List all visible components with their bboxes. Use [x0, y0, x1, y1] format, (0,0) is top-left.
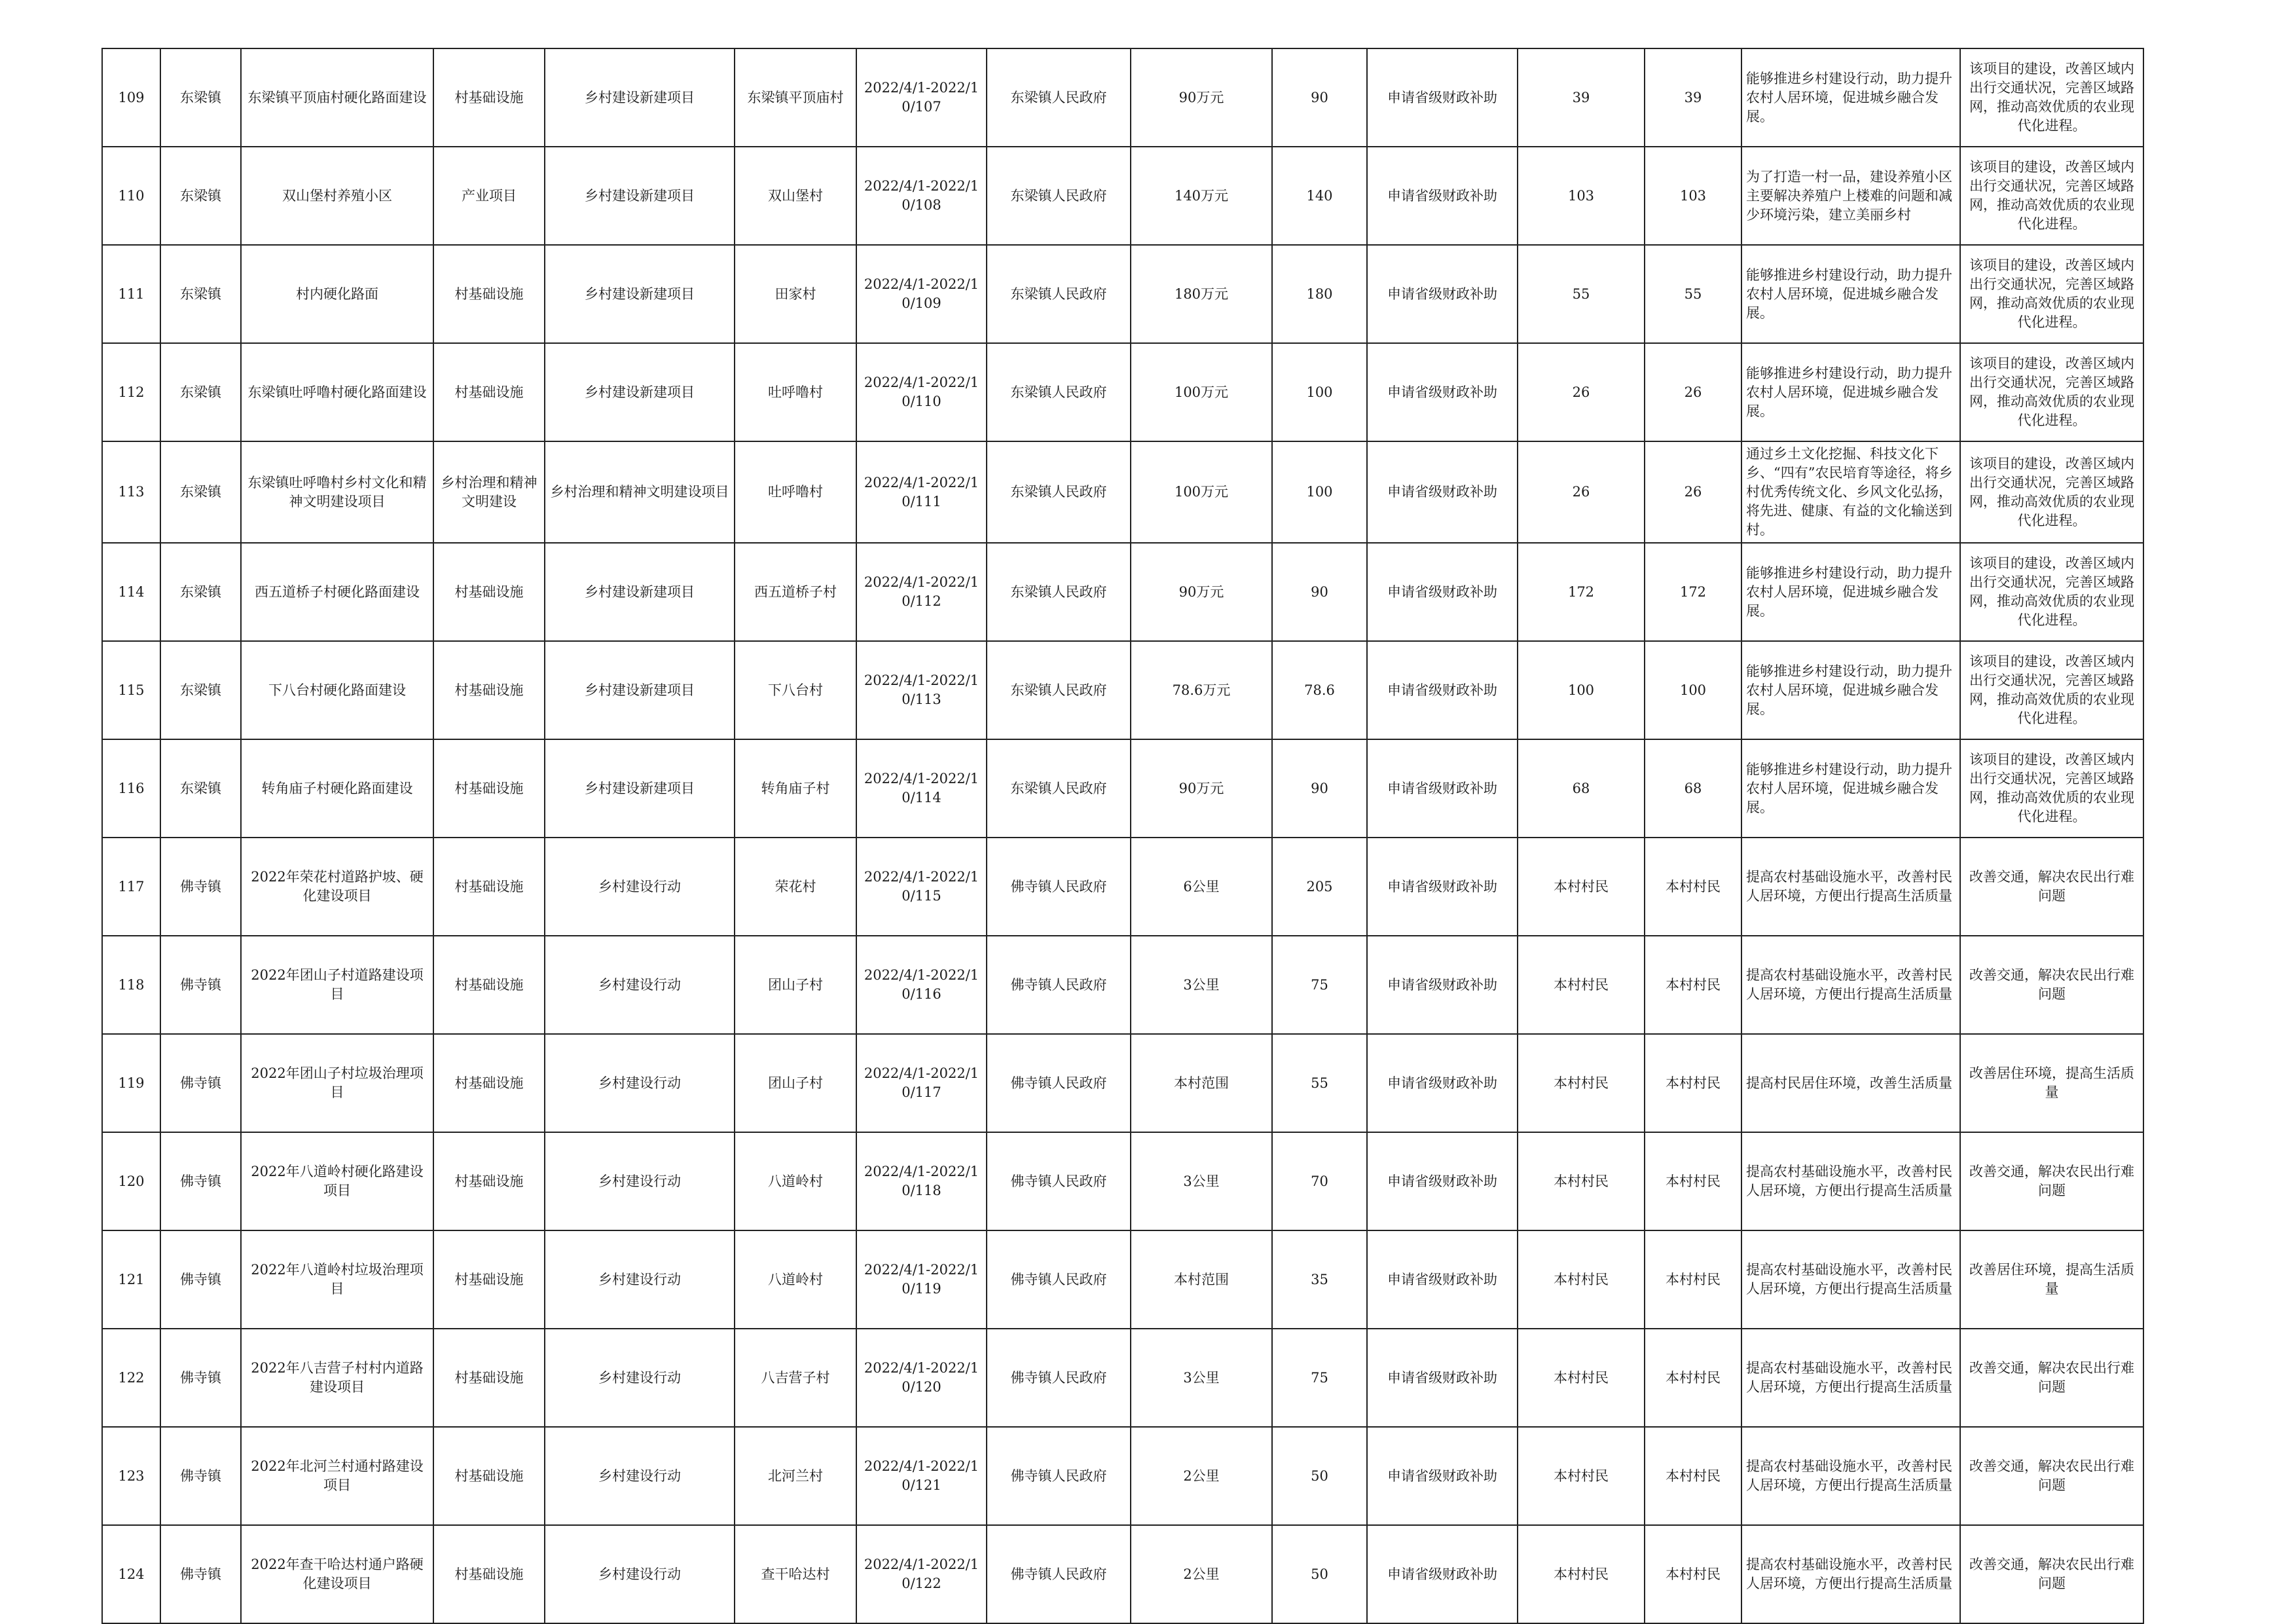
cell-implementing-unit: 佛寺镇人民政府: [987, 936, 1131, 1034]
cell-beneficiaries-a: 本村村民: [1518, 936, 1645, 1034]
cell-time-period: 2022/4/1-2022/10/112: [856, 543, 987, 641]
cell-project-type: 村基础设施: [433, 48, 545, 147]
cell-investment: 180: [1272, 245, 1367, 343]
cell-beneficiaries-b: 本村村民: [1645, 1525, 1741, 1623]
cell-beneficiaries-b: 68: [1645, 739, 1741, 838]
cell-row-number: 117: [102, 838, 160, 936]
cell-project-name: 东梁镇吐呼噜村硬化路面建设: [241, 343, 433, 441]
table-row: [102, 1034, 2143, 1132]
cell-beneficiaries-b: 本村村民: [1645, 1230, 1741, 1329]
cell-beneficiaries-b: 100: [1645, 641, 1741, 739]
table-row: [102, 48, 2143, 147]
cell-beneficiaries-a: 本村村民: [1518, 1230, 1645, 1329]
cell-performance-target: 改善交通，解决农民出行难问题: [1960, 1427, 2143, 1525]
cell-row-number: 109: [102, 48, 160, 147]
cell-funding-source: 申请省级财政补助: [1367, 441, 1518, 543]
cell-project-name: 东梁镇平顶庙村硬化路面建设: [241, 48, 433, 147]
cell-row-number: 120: [102, 1132, 160, 1230]
cell-row-number: 111: [102, 245, 160, 343]
table-row: [102, 543, 2143, 641]
cell-investment: 50: [1272, 1427, 1367, 1525]
cell-construction-category: 乡村建设新建项目: [545, 147, 735, 245]
table-row: [102, 936, 2143, 1034]
cell-benefit-description: 提高农村基础设施水平，改善村民人居环境，方便出行提高生活质量: [1741, 1427, 1960, 1525]
cell-funding-source: 申请省级财政补助: [1367, 543, 1518, 641]
cell-row-number: 113: [102, 441, 160, 543]
cell-project-type: 村基础设施: [433, 245, 545, 343]
cell-project-type: 村基础设施: [433, 1132, 545, 1230]
cell-time-period: 2022/4/1-2022/10/115: [856, 838, 987, 936]
cell-time-period: 2022/4/1-2022/10/111: [856, 441, 987, 543]
cell-funding-source: 申请省级财政补助: [1367, 1132, 1518, 1230]
cell-performance-target: 改善交通，解决农民出行难问题: [1960, 838, 2143, 936]
cell-funding-source: 申请省级财政补助: [1367, 147, 1518, 245]
table-row: [102, 343, 2143, 441]
cell-implementing-unit: 东梁镇人民政府: [987, 641, 1131, 739]
cell-project-name: 2022年团山子村道路建设项目: [241, 936, 433, 1034]
cell-scale: 3公里: [1131, 1132, 1272, 1230]
cell-investment: 75: [1272, 936, 1367, 1034]
cell-row-number: 119: [102, 1034, 160, 1132]
cell-construction-category: 乡村建设新建项目: [545, 739, 735, 838]
cell-project-name: 2022年荣花村道路护坡、硬化建设项目: [241, 838, 433, 936]
cell-performance-target: 该项目的建设，改善区域内出行交通状况，完善区域路网，推动高效优质的农业现代化进程。: [1960, 245, 2143, 343]
cell-beneficiaries-a: 55: [1518, 245, 1645, 343]
cell-row-number: 116: [102, 739, 160, 838]
cell-town: 佛寺镇: [160, 1230, 241, 1329]
cell-scale: 90万元: [1131, 543, 1272, 641]
cell-investment: 90: [1272, 739, 1367, 838]
cell-benefit-description: 能够推进乡村建设行动，助力提升农村人居环境，促进城乡融合发展。: [1741, 245, 1960, 343]
table-row: [102, 245, 2143, 343]
cell-performance-target: 改善居住环境，提高生活质量: [1960, 1034, 2143, 1132]
cell-beneficiaries-a: 本村村民: [1518, 1525, 1645, 1623]
cell-benefit-description: 能够推进乡村建设行动，助力提升农村人居环境，促进城乡融合发展。: [1741, 739, 1960, 838]
cell-investment: 90: [1272, 48, 1367, 147]
cell-funding-source: 申请省级财政补助: [1367, 838, 1518, 936]
cell-time-period: 2022/4/1-2022/10/119: [856, 1230, 987, 1329]
cell-implementing-unit: 佛寺镇人民政府: [987, 1329, 1131, 1427]
cell-implementing-unit: 佛寺镇人民政府: [987, 1034, 1131, 1132]
cell-town: 佛寺镇: [160, 1427, 241, 1525]
cell-construction-category: 乡村建设行动: [545, 1525, 735, 1623]
cell-time-period: 2022/4/1-2022/10/116: [856, 936, 987, 1034]
cell-beneficiaries-a: 本村村民: [1518, 1132, 1645, 1230]
table-row: [102, 739, 2143, 838]
cell-beneficiaries-b: 26: [1645, 343, 1741, 441]
cell-beneficiaries-a: 39: [1518, 48, 1645, 147]
cell-funding-source: 申请省级财政补助: [1367, 343, 1518, 441]
cell-funding-source: 申请省级财政补助: [1367, 48, 1518, 147]
cell-project-name: 下八台村硬化路面建设: [241, 641, 433, 739]
cell-project-type: 村基础设施: [433, 543, 545, 641]
cell-location: 下八台村: [735, 641, 856, 739]
cell-construction-category: 乡村建设行动: [545, 1329, 735, 1427]
cell-project-name: 2022年八吉营子村村内道路建设项目: [241, 1329, 433, 1427]
cell-time-period: 2022/4/1-2022/10/114: [856, 739, 987, 838]
table-row: [102, 147, 2143, 245]
cell-beneficiaries-a: 103: [1518, 147, 1645, 245]
cell-beneficiaries-a: 26: [1518, 343, 1645, 441]
cell-project-type: 村基础设施: [433, 1230, 545, 1329]
cell-location: 团山子村: [735, 1034, 856, 1132]
cell-project-name: 村内硬化路面: [241, 245, 433, 343]
cell-project-name: 2022年团山子村垃圾治理项目: [241, 1034, 433, 1132]
cell-scale: 90万元: [1131, 48, 1272, 147]
cell-funding-source: 申请省级财政补助: [1367, 1034, 1518, 1132]
cell-scale: 100万元: [1131, 343, 1272, 441]
cell-construction-category: 乡村建设新建项目: [545, 343, 735, 441]
cell-location: 转角庙子村: [735, 739, 856, 838]
cell-construction-category: 乡村建设行动: [545, 1034, 735, 1132]
cell-investment: 70: [1272, 1132, 1367, 1230]
cell-town: 佛寺镇: [160, 1034, 241, 1132]
cell-beneficiaries-b: 本村村民: [1645, 1132, 1741, 1230]
cell-row-number: 123: [102, 1427, 160, 1525]
cell-row-number: 112: [102, 343, 160, 441]
cell-beneficiaries-b: 本村村民: [1645, 936, 1741, 1034]
cell-beneficiaries-a: 本村村民: [1518, 1427, 1645, 1525]
cell-implementing-unit: 佛寺镇人民政府: [987, 1132, 1131, 1230]
cell-construction-category: 乡村建设新建项目: [545, 543, 735, 641]
cell-town: 东梁镇: [160, 739, 241, 838]
cell-project-type: 村基础设施: [433, 1427, 545, 1525]
cell-implementing-unit: 佛寺镇人民政府: [987, 1525, 1131, 1623]
cell-time-period: 2022/4/1-2022/10/108: [856, 147, 987, 245]
cell-scale: 100万元: [1131, 441, 1272, 543]
cell-benefit-description: 提高农村基础设施水平，改善村民人居环境，方便出行提高生活质量: [1741, 1132, 1960, 1230]
cell-benefit-description: 提高村民居住环境，改善生活质量: [1741, 1034, 1960, 1132]
cell-project-type: 村基础设施: [433, 739, 545, 838]
cell-beneficiaries-b: 103: [1645, 147, 1741, 245]
cell-implementing-unit: 东梁镇人民政府: [987, 343, 1131, 441]
cell-performance-target: 该项目的建设，改善区域内出行交通状况，完善区域路网，推动高效优质的农业现代化进程。: [1960, 343, 2143, 441]
cell-construction-category: 乡村建设新建项目: [545, 641, 735, 739]
cell-scale: 3公里: [1131, 936, 1272, 1034]
cell-location: 吐呼噜村: [735, 343, 856, 441]
cell-funding-source: 申请省级财政补助: [1367, 1427, 1518, 1525]
cell-investment: 55: [1272, 1034, 1367, 1132]
cell-construction-category: 乡村建设行动: [545, 1230, 735, 1329]
cell-town: 东梁镇: [160, 343, 241, 441]
table-row: [102, 1427, 2143, 1525]
cell-location: 八道岭村: [735, 1230, 856, 1329]
cell-town: 东梁镇: [160, 543, 241, 641]
cell-funding-source: 申请省级财政补助: [1367, 1329, 1518, 1427]
cell-project-type: 村基础设施: [433, 343, 545, 441]
cell-time-period: 2022/4/1-2022/10/110: [856, 343, 987, 441]
cell-investment: 100: [1272, 441, 1367, 543]
cell-implementing-unit: 佛寺镇人民政府: [987, 1230, 1131, 1329]
cell-scale: 140万元: [1131, 147, 1272, 245]
cell-row-number: 114: [102, 543, 160, 641]
cell-beneficiaries-a: 172: [1518, 543, 1645, 641]
cell-performance-target: 该项目的建设，改善区域内出行交通状况，完善区域路网，推动高效优质的农业现代化进程。: [1960, 543, 2143, 641]
cell-row-number: 110: [102, 147, 160, 245]
cell-benefit-description: 能够推进乡村建设行动，助力提升农村人居环境，促进城乡融合发展。: [1741, 48, 1960, 147]
cell-performance-target: 改善交通，解决农民出行难问题: [1960, 1525, 2143, 1623]
cell-benefit-description: 通过乡土文化挖掘、科技文化下乡、“四有”农民培育等途径，将乡村优秀传统文化、乡风文化弘扬，将先进、健康、有益的文化输送到村。: [1741, 441, 1960, 543]
cell-beneficiaries-a: 本村村民: [1518, 838, 1645, 936]
cell-investment: 140: [1272, 147, 1367, 245]
cell-town: 东梁镇: [160, 441, 241, 543]
table-row: [102, 1132, 2143, 1230]
cell-town: 佛寺镇: [160, 936, 241, 1034]
cell-project-type: 村基础设施: [433, 838, 545, 936]
cell-performance-target: 改善交通，解决农民出行难问题: [1960, 1329, 2143, 1427]
cell-implementing-unit: 东梁镇人民政府: [987, 739, 1131, 838]
cell-implementing-unit: 东梁镇人民政府: [987, 147, 1131, 245]
cell-benefit-description: 能够推进乡村建设行动，助力提升农村人居环境，促进城乡融合发展。: [1741, 641, 1960, 739]
cell-beneficiaries-b: 26: [1645, 441, 1741, 543]
cell-funding-source: 申请省级财政补助: [1367, 641, 1518, 739]
cell-funding-source: 申请省级财政补助: [1367, 245, 1518, 343]
cell-construction-category: 乡村建设新建项目: [545, 48, 735, 147]
cell-project-type: 村基础设施: [433, 1329, 545, 1427]
cell-implementing-unit: 东梁镇人民政府: [987, 48, 1131, 147]
cell-project-type: 村基础设施: [433, 1525, 545, 1623]
cell-scale: 6公里: [1131, 838, 1272, 936]
cell-benefit-description: 提高农村基础设施水平，改善村民人居环境，方便出行提高生活质量: [1741, 1230, 1960, 1329]
cell-benefit-description: 提高农村基础设施水平，改善村民人居环境，方便出行提高生活质量: [1741, 1329, 1960, 1427]
cell-project-name: 西五道桥子村硬化路面建设: [241, 543, 433, 641]
cell-performance-target: 该项目的建设，改善区域内出行交通状况，完善区域路网，推动高效优质的农业现代化进程。: [1960, 147, 2143, 245]
cell-row-number: 118: [102, 936, 160, 1034]
cell-scale: 本村范围: [1131, 1034, 1272, 1132]
cell-town: 佛寺镇: [160, 1329, 241, 1427]
cell-project-type: 村基础设施: [433, 936, 545, 1034]
cell-beneficiaries-b: 本村村民: [1645, 1034, 1741, 1132]
cell-investment: 205: [1272, 838, 1367, 936]
cell-performance-target: 该项目的建设，改善区域内出行交通状况，完善区域路网，推动高效优质的农业现代化进程。: [1960, 641, 2143, 739]
cell-beneficiaries-a: 本村村民: [1518, 1329, 1645, 1427]
cell-beneficiaries-b: 本村村民: [1645, 838, 1741, 936]
cell-town: 佛寺镇: [160, 1132, 241, 1230]
cell-project-name: 转角庙子村硬化路面建设: [241, 739, 433, 838]
cell-time-period: 2022/4/1-2022/10/113: [856, 641, 987, 739]
cell-construction-category: 乡村建设行动: [545, 1132, 735, 1230]
cell-performance-target: 该项目的建设，改善区域内出行交通状况，完善区域路网，推动高效优质的农业现代化进程。: [1960, 48, 2143, 147]
cell-project-type: 村基础设施: [433, 1034, 545, 1132]
cell-performance-target: 改善居住环境，提高生活质量: [1960, 1230, 2143, 1329]
cell-scale: 本村范围: [1131, 1230, 1272, 1329]
cell-row-number: 115: [102, 641, 160, 739]
cell-beneficiaries-b: 55: [1645, 245, 1741, 343]
cell-project-type: 产业项目: [433, 147, 545, 245]
cell-beneficiaries-b: 本村村民: [1645, 1329, 1741, 1427]
cell-funding-source: 申请省级财政补助: [1367, 1525, 1518, 1623]
cell-benefit-description: 提高农村基础设施水平，改善村民人居环境，方便出行提高生活质量: [1741, 936, 1960, 1034]
cell-implementing-unit: 佛寺镇人民政府: [987, 1427, 1131, 1525]
cell-performance-target: 改善交通，解决农民出行难问题: [1960, 1132, 2143, 1230]
cell-location: 荣花村: [735, 838, 856, 936]
cell-row-number: 122: [102, 1329, 160, 1427]
cell-location: 查干哈达村: [735, 1525, 856, 1623]
cell-funding-source: 申请省级财政补助: [1367, 739, 1518, 838]
cell-construction-category: 乡村建设行动: [545, 1427, 735, 1525]
table-row: [102, 1525, 2143, 1623]
cell-implementing-unit: 东梁镇人民政府: [987, 441, 1131, 543]
cell-funding-source: 申请省级财政补助: [1367, 936, 1518, 1034]
cell-benefit-description: 提高农村基础设施水平，改善村民人居环境，方便出行提高生活质量: [1741, 1525, 1960, 1623]
cell-beneficiaries-b: 172: [1645, 543, 1741, 641]
cell-scale: 90万元: [1131, 739, 1272, 838]
cell-construction-category: 乡村建设行动: [545, 838, 735, 936]
cell-location: 田家村: [735, 245, 856, 343]
cell-investment: 35: [1272, 1230, 1367, 1329]
cell-investment: 78.6: [1272, 641, 1367, 739]
cell-construction-category: 乡村治理和精神文明建设项目: [545, 441, 735, 543]
cell-time-period: 2022/4/1-2022/10/117: [856, 1034, 987, 1132]
cell-performance-target: 该项目的建设，改善区域内出行交通状况，完善区域路网，推动高效优质的农业现代化进程。: [1960, 739, 2143, 838]
table-row: [102, 1230, 2143, 1329]
table-body: [102, 48, 2143, 1623]
cell-time-period: 2022/4/1-2022/10/118: [856, 1132, 987, 1230]
project-table: [101, 48, 2144, 1624]
cell-town: 东梁镇: [160, 641, 241, 739]
cell-time-period: 2022/4/1-2022/10/107: [856, 48, 987, 147]
table-row: [102, 838, 2143, 936]
cell-project-name: 2022年北河兰村通村路建设项目: [241, 1427, 433, 1525]
cell-implementing-unit: 东梁镇人民政府: [987, 543, 1131, 641]
cell-row-number: 124: [102, 1525, 160, 1623]
cell-beneficiaries-a: 100: [1518, 641, 1645, 739]
cell-beneficiaries-a: 本村村民: [1518, 1034, 1645, 1132]
cell-town: 东梁镇: [160, 147, 241, 245]
cell-location: 八道岭村: [735, 1132, 856, 1230]
cell-beneficiaries-a: 26: [1518, 441, 1645, 543]
cell-scale: 78.6万元: [1131, 641, 1272, 739]
cell-beneficiaries-a: 68: [1518, 739, 1645, 838]
cell-investment: 100: [1272, 343, 1367, 441]
cell-scale: 2公里: [1131, 1427, 1272, 1525]
cell-benefit-description: 能够推进乡村建设行动，助力提升农村人居环境，促进城乡融合发展。: [1741, 343, 1960, 441]
cell-performance-target: 该项目的建设，改善区域内出行交通状况，完善区域路网，推动高效优质的农业现代化进程。: [1960, 441, 2143, 543]
cell-project-type: 乡村治理和精神文明建设: [433, 441, 545, 543]
cell-construction-category: 乡村建设新建项目: [545, 245, 735, 343]
cell-location: 北河兰村: [735, 1427, 856, 1525]
cell-town: 东梁镇: [160, 245, 241, 343]
cell-benefit-description: 能够推进乡村建设行动，助力提升农村人居环境，促进城乡融合发展。: [1741, 543, 1960, 641]
cell-scale: 2公里: [1131, 1525, 1272, 1623]
cell-project-name: 2022年查干哈达村通户路硬化建设项目: [241, 1525, 433, 1623]
cell-project-name: 2022年八道岭村硬化路建设项目: [241, 1132, 433, 1230]
cell-scale: 3公里: [1131, 1329, 1272, 1427]
cell-project-type: 村基础设施: [433, 641, 545, 739]
cell-project-name: 2022年八道岭村垃圾治理项目: [241, 1230, 433, 1329]
cell-project-name: 双山堡村养殖小区: [241, 147, 433, 245]
cell-performance-target: 改善交通，解决农民出行难问题: [1960, 936, 2143, 1034]
cell-implementing-unit: 东梁镇人民政府: [987, 245, 1131, 343]
cell-funding-source: 申请省级财政补助: [1367, 1230, 1518, 1329]
cell-town: 东梁镇: [160, 48, 241, 147]
cell-benefit-description: 提高农村基础设施水平，改善村民人居环境，方便出行提高生活质量: [1741, 838, 1960, 936]
cell-project-name: 东梁镇吐呼噜村乡村文化和精神文明建设项目: [241, 441, 433, 543]
cell-location: 吐呼噜村: [735, 441, 856, 543]
cell-location: 双山堡村: [735, 147, 856, 245]
cell-construction-category: 乡村建设行动: [545, 936, 735, 1034]
cell-time-period: 2022/4/1-2022/10/122: [856, 1525, 987, 1623]
cell-beneficiaries-b: 本村村民: [1645, 1427, 1741, 1525]
cell-investment: 90: [1272, 543, 1367, 641]
cell-investment: 50: [1272, 1525, 1367, 1623]
table-row: [102, 441, 2143, 543]
cell-row-number: 121: [102, 1230, 160, 1329]
table-row: [102, 1329, 2143, 1427]
cell-time-period: 2022/4/1-2022/10/121: [856, 1427, 987, 1525]
table-row: [102, 641, 2143, 739]
cell-location: 西五道桥子村: [735, 543, 856, 641]
cell-location: 东梁镇平顶庙村: [735, 48, 856, 147]
cell-time-period: 2022/4/1-2022/10/109: [856, 245, 987, 343]
cell-time-period: 2022/4/1-2022/10/120: [856, 1329, 987, 1427]
cell-benefit-description: 为了打造一村一品，建设养殖小区主要解决养殖户上楼难的问题和减少环境污染，建立美丽乡村: [1741, 147, 1960, 245]
cell-implementing-unit: 佛寺镇人民政府: [987, 838, 1131, 936]
cell-town: 佛寺镇: [160, 838, 241, 936]
cell-town: 佛寺镇: [160, 1525, 241, 1623]
cell-scale: 180万元: [1131, 245, 1272, 343]
cell-investment: 75: [1272, 1329, 1367, 1427]
cell-location: 团山子村: [735, 936, 856, 1034]
cell-location: 八吉营子村: [735, 1329, 856, 1427]
cell-beneficiaries-b: 39: [1645, 48, 1741, 147]
